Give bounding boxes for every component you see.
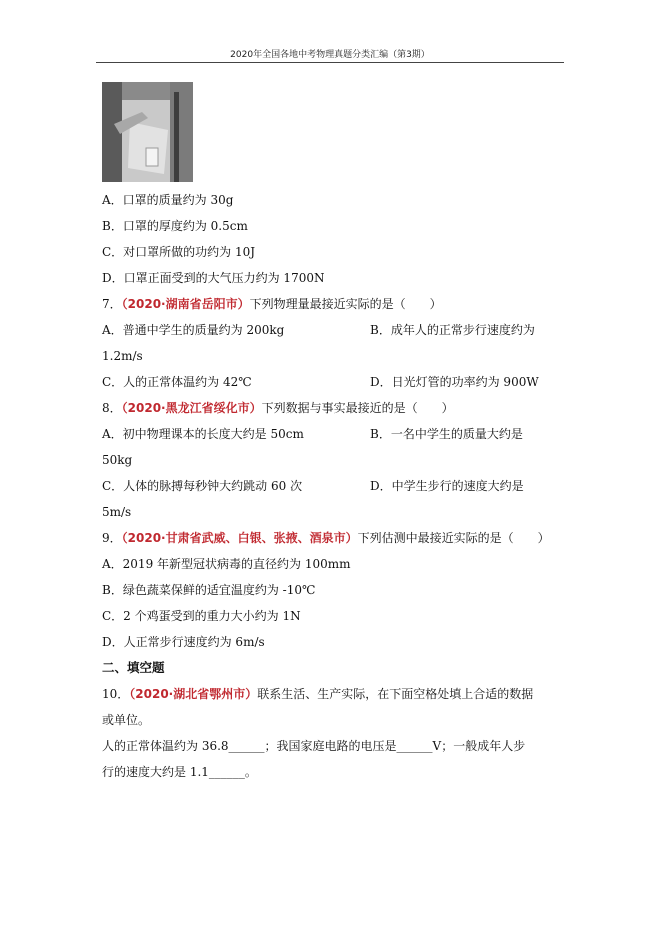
q9-stem-line [102, 530, 550, 546]
q9-source: （2020·甘肃省武威、白银、张掖、酒泉市） [121, 531, 358, 545]
q9-option-b: B．绿色蔬菜保鲜的适宜温度约为 -10℃ [102, 583, 316, 597]
page-header: 2020年全国各地中考物理真题分类汇编（第3期） [230, 50, 430, 60]
q9-number: 9． [102, 531, 122, 545]
q6-option-a: A．口罩的质量约为 30g [102, 193, 234, 207]
q7-number: 7． [102, 297, 122, 311]
q9-stem: 下列估测中最接近实际的是（ ） [357, 531, 550, 545]
q8-source: （2020·黑龙江省绥化市） [121, 401, 262, 415]
q10-stem: 联系生活、生产实际，在下面空格处填上合适的数据 [257, 687, 534, 701]
q7-stem: 下列物理量最接近实际的是（ ） [249, 297, 442, 311]
q8-option-b: B．一名中学生的质量大约是 [370, 427, 523, 441]
q8-option-b-cont: 50kg [102, 453, 133, 467]
question-photo [102, 82, 193, 182]
q7-option-d: D．日光灯管的功率约为 900W [370, 375, 539, 389]
q6-option-c: C．对口罩所做的功约为 10J [102, 245, 256, 259]
q7-source: （2020·湖南省岳阳市） [121, 297, 250, 311]
q8-option-a: A．初中物理课本的长度大约是 50cm [102, 427, 304, 441]
q7-option-c: C．人的正常体温约为 42℃ [102, 375, 252, 389]
q9-option-c: C．2 个鸡蛋受到的重力大小约为 1N [102, 609, 301, 623]
q8-option-d: D．中学生步行的速度大约是 [370, 479, 524, 493]
q7-option-b-cont: 1.2m/s [102, 349, 143, 363]
header-rule [96, 62, 564, 63]
q10-source: （2020·湖北省鄂州市） [129, 687, 258, 701]
q10-number: 10． [102, 687, 130, 701]
q8-option-d-cont: 5m/s [102, 505, 132, 519]
q9-option-d: D．人正常步行速度约为 6m/s [102, 635, 265, 649]
q7-option-a: A．普通中学生的质量约为 200kg [102, 323, 285, 337]
q7-stem-line [102, 296, 442, 312]
q8-option-c: C．人体的脉搏每秒钟大约跳动 60 次 [102, 479, 303, 493]
q10-line-2: 行的速度大约是 1.1______。 [102, 765, 257, 779]
q10-line-1: 人的正常体温约为 36.8______；我国家庭电路的电压是______V；一般成年人步 [102, 739, 526, 753]
photo-illustration [102, 82, 193, 182]
section-title: 二、填空题 [102, 660, 165, 675]
q8-number: 8． [102, 401, 122, 415]
q9-option-a: A．2019 年新型冠状病毒的直径约为 100mm [102, 557, 351, 571]
q8-stem-line [102, 400, 454, 416]
q6-option-b: B．口罩的厚度约为 0.5cm [102, 219, 248, 233]
q7-option-b: B．成年人的正常步行速度约为 [370, 323, 535, 337]
q10-stem-cont: 或单位。 [102, 713, 151, 727]
q8-stem: 下列数据与事实最接近的是（ ） [261, 401, 454, 415]
q6-option-d: D．口罩正面受到的大气压力约为 1700N [102, 271, 325, 285]
q10-stem-line [102, 686, 533, 702]
